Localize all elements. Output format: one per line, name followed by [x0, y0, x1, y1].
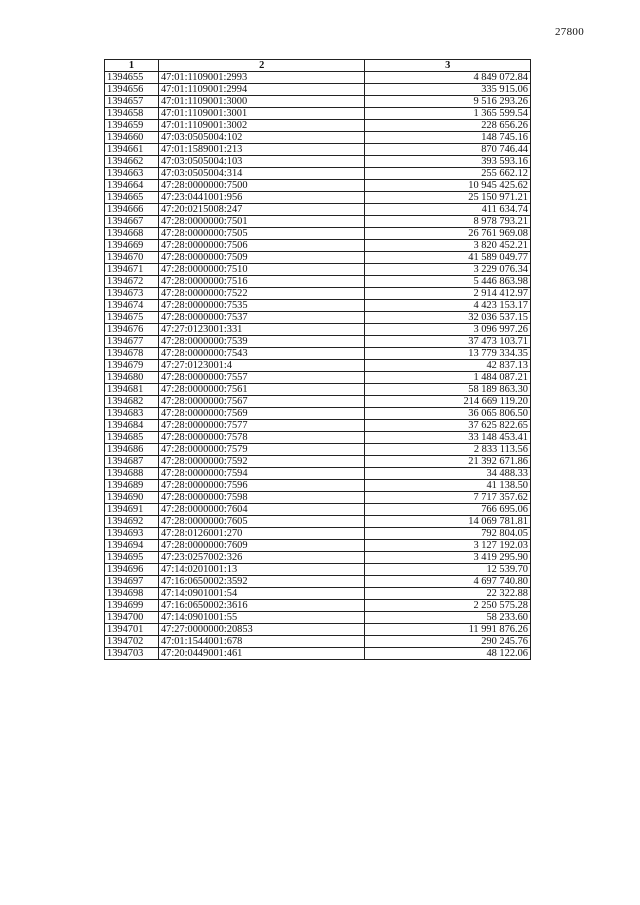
- table-row: [105, 192, 531, 204]
- row-id-cell: 1394660: [105, 132, 159, 144]
- row-id-cell: 1394683: [105, 408, 159, 420]
- cadastral-number-cell: 47:28:0000000:7500: [158, 180, 364, 192]
- value-cell: 2 833 113.56: [365, 444, 531, 456]
- row-id-cell: 1394679: [105, 360, 159, 372]
- table-row: [105, 648, 531, 660]
- table-row: [105, 408, 531, 420]
- value-cell: 870 746.44: [365, 144, 531, 156]
- cadastral-number-cell: 47:16:0650002:3592: [158, 576, 364, 588]
- table-row: [105, 576, 531, 588]
- value-cell: 41 138.50: [365, 480, 531, 492]
- cadastral-number-cell: 47:28:0000000:7598: [158, 492, 364, 504]
- table-row: [105, 240, 531, 252]
- table-row: [105, 300, 531, 312]
- data-table: [104, 59, 531, 660]
- row-id-cell: 1394662: [105, 156, 159, 168]
- row-id-cell: 1394688: [105, 468, 159, 480]
- table-row: [105, 360, 531, 372]
- cadastral-number-cell: 47:27:0123001:331: [158, 324, 364, 336]
- value-cell: 4 423 153.17: [365, 300, 531, 312]
- value-cell: 33 148 453.41: [365, 432, 531, 444]
- cadastral-number-cell: 47:01:1109001:2994: [158, 84, 364, 96]
- table-row: [105, 348, 531, 360]
- value-cell: 5 446 863.98: [365, 276, 531, 288]
- table-row: [105, 528, 531, 540]
- table-row: [105, 72, 531, 84]
- cadastral-number-cell: 47:03:0505004:103: [158, 156, 364, 168]
- page-number: 27800: [555, 26, 584, 38]
- table-row: [105, 324, 531, 336]
- row-id-cell: 1394671: [105, 264, 159, 276]
- cadastral-number-cell: 47:20:0449001:461: [158, 648, 364, 660]
- value-cell: 37 625 822.65: [365, 420, 531, 432]
- cadastral-number-cell: 47:01:1109001:3000: [158, 96, 364, 108]
- row-id-cell: 1394664: [105, 180, 159, 192]
- table-row: [105, 564, 531, 576]
- row-id-cell: 1394665: [105, 192, 159, 204]
- cadastral-number-cell: 47:28:0000000:7537: [158, 312, 364, 324]
- row-id-cell: 1394667: [105, 216, 159, 228]
- table-row: [105, 228, 531, 240]
- cadastral-number-cell: 47:28:0000000:7579: [158, 444, 364, 456]
- value-cell: 1 365 599.54: [365, 108, 531, 120]
- row-id-cell: 1394693: [105, 528, 159, 540]
- cadastral-number-cell: 47:28:0000000:7505: [158, 228, 364, 240]
- row-id-cell: 1394659: [105, 120, 159, 132]
- table-row: [105, 156, 531, 168]
- cadastral-number-cell: 47:28:0000000:7609: [158, 540, 364, 552]
- cadastral-number-cell: 47:28:0000000:7539: [158, 336, 364, 348]
- value-cell: 37 473 103.71: [365, 336, 531, 348]
- value-cell: 58 189 863.30: [365, 384, 531, 396]
- row-id-cell: 1394701: [105, 624, 159, 636]
- value-cell: 14 069 781.81: [365, 516, 531, 528]
- value-cell: 3 127 192.03: [365, 540, 531, 552]
- cadastral-number-cell: 47:01:1544001:678: [158, 636, 364, 648]
- row-id-cell: 1394692: [105, 516, 159, 528]
- row-id-cell: 1394689: [105, 480, 159, 492]
- table-row: [105, 540, 531, 552]
- row-id-cell: 1394680: [105, 372, 159, 384]
- value-cell: 214 669 119.20: [365, 396, 531, 408]
- table-row: [105, 372, 531, 384]
- cadastral-number-cell: 47:28:0126001:270: [158, 528, 364, 540]
- cadastral-number-cell: 47:27:0000000:20853: [158, 624, 364, 636]
- table-row: [105, 588, 531, 600]
- row-id-cell: 1394678: [105, 348, 159, 360]
- cadastral-number-cell: 47:23:0441001:956: [158, 192, 364, 204]
- value-cell: 21 392 671.86: [365, 456, 531, 468]
- table-row: [105, 420, 531, 432]
- table-row: [105, 492, 531, 504]
- table-row: [105, 336, 531, 348]
- table-row: [105, 264, 531, 276]
- cadastral-number-cell: 47:28:0000000:7604: [158, 504, 364, 516]
- table-row: [105, 84, 531, 96]
- value-cell: 8 978 793.21: [365, 216, 531, 228]
- cadastral-number-cell: 47:28:0000000:7506: [158, 240, 364, 252]
- table-row: [105, 288, 531, 300]
- row-id-cell: 1394656: [105, 84, 159, 96]
- column-header-2: 2: [158, 60, 364, 72]
- cadastral-number-cell: 47:28:0000000:7578: [158, 432, 364, 444]
- table-row: [105, 204, 531, 216]
- cadastral-number-cell: 47:03:0505004:314: [158, 168, 364, 180]
- row-id-cell: 1394675: [105, 312, 159, 324]
- row-id-cell: 1394690: [105, 492, 159, 504]
- value-cell: 22 322.88: [365, 588, 531, 600]
- table-row: [105, 480, 531, 492]
- table-row: [105, 144, 531, 156]
- cadastral-number-cell: 47:01:1109001:2993: [158, 72, 364, 84]
- cadastral-number-cell: 47:01:1109001:3002: [158, 120, 364, 132]
- row-id-cell: 1394697: [105, 576, 159, 588]
- cadastral-number-cell: 47:28:0000000:7561: [158, 384, 364, 396]
- cadastral-number-cell: 47:20:0215008:247: [158, 204, 364, 216]
- cadastral-number-cell: 47:28:0000000:7594: [158, 468, 364, 480]
- row-id-cell: 1394687: [105, 456, 159, 468]
- row-id-cell: 1394663: [105, 168, 159, 180]
- row-id-cell: 1394674: [105, 300, 159, 312]
- table-body: [105, 72, 531, 660]
- cadastral-number-cell: 47:27:0123001:4: [158, 360, 364, 372]
- value-cell: 32 036 537.15: [365, 312, 531, 324]
- value-cell: 58 233.60: [365, 612, 531, 624]
- column-header-3: 3: [365, 60, 531, 72]
- row-id-cell: 1394703: [105, 648, 159, 660]
- cadastral-number-cell: 47:01:1109001:3001: [158, 108, 364, 120]
- value-cell: 12 539.70: [365, 564, 531, 576]
- cadastral-number-cell: 47:28:0000000:7535: [158, 300, 364, 312]
- table-row: [105, 612, 531, 624]
- value-cell: 255 662.12: [365, 168, 531, 180]
- row-id-cell: 1394686: [105, 444, 159, 456]
- cadastral-number-cell: 47:28:0000000:7510: [158, 264, 364, 276]
- cadastral-number-cell: 47:14:0901001:55: [158, 612, 364, 624]
- value-cell: 48 122.06: [365, 648, 531, 660]
- row-id-cell: 1394655: [105, 72, 159, 84]
- value-cell: 25 150 971.21: [365, 192, 531, 204]
- table-header-row: [105, 60, 531, 72]
- cadastral-number-cell: 47:28:0000000:7516: [158, 276, 364, 288]
- cadastral-number-cell: 47:28:0000000:7557: [158, 372, 364, 384]
- value-cell: 3 229 076.34: [365, 264, 531, 276]
- value-cell: 3 096 997.26: [365, 324, 531, 336]
- table-row: [105, 384, 531, 396]
- value-cell: 10 945 425.62: [365, 180, 531, 192]
- value-cell: 42 837.13: [365, 360, 531, 372]
- value-cell: 1 484 087.21: [365, 372, 531, 384]
- value-cell: 335 915.06: [365, 84, 531, 96]
- row-id-cell: 1394700: [105, 612, 159, 624]
- cadastral-number-cell: 47:16:0650002:3616: [158, 600, 364, 612]
- value-cell: 4 697 740.80: [365, 576, 531, 588]
- row-id-cell: 1394661: [105, 144, 159, 156]
- table-row: [105, 624, 531, 636]
- row-id-cell: 1394682: [105, 396, 159, 408]
- row-id-cell: 1394698: [105, 588, 159, 600]
- table-row: [105, 456, 531, 468]
- row-id-cell: 1394676: [105, 324, 159, 336]
- value-cell: 41 589 049.77: [365, 252, 531, 264]
- table-row: [105, 432, 531, 444]
- row-id-cell: 1394691: [105, 504, 159, 516]
- value-cell: 11 991 876.26: [365, 624, 531, 636]
- table-row: [105, 312, 531, 324]
- cadastral-number-cell: 47:28:0000000:7543: [158, 348, 364, 360]
- value-cell: 228 656.26: [365, 120, 531, 132]
- cadastral-number-cell: 47:28:0000000:7592: [158, 456, 364, 468]
- row-id-cell: 1394657: [105, 96, 159, 108]
- cadastral-number-cell: 47:03:0505004:102: [158, 132, 364, 144]
- value-cell: 2 250 575.28: [365, 600, 531, 612]
- row-id-cell: 1394696: [105, 564, 159, 576]
- table-row: [105, 96, 531, 108]
- cadastral-number-cell: 47:28:0000000:7577: [158, 420, 364, 432]
- value-cell: 411 634.74: [365, 204, 531, 216]
- row-id-cell: 1394670: [105, 252, 159, 264]
- value-cell: 9 516 293.26: [365, 96, 531, 108]
- cadastral-number-cell: 47:28:0000000:7605: [158, 516, 364, 528]
- row-id-cell: 1394695: [105, 552, 159, 564]
- value-cell: 393 593.16: [365, 156, 531, 168]
- table-row: [105, 216, 531, 228]
- row-id-cell: 1394677: [105, 336, 159, 348]
- row-id-cell: 1394669: [105, 240, 159, 252]
- cadastral-number-cell: 47:01:1589001:213: [158, 144, 364, 156]
- cadastral-number-cell: 47:28:0000000:7501: [158, 216, 364, 228]
- table-row: [105, 276, 531, 288]
- table-row: [105, 168, 531, 180]
- value-cell: 3 419 295.90: [365, 552, 531, 564]
- column-header-1: 1: [105, 60, 159, 72]
- row-id-cell: 1394672: [105, 276, 159, 288]
- row-id-cell: 1394702: [105, 636, 159, 648]
- cadastral-number-cell: 47:28:0000000:7567: [158, 396, 364, 408]
- cadastral-number-cell: 47:23:0257002:326: [158, 552, 364, 564]
- table-row: [105, 516, 531, 528]
- value-cell: 148 745.16: [365, 132, 531, 144]
- row-id-cell: 1394699: [105, 600, 159, 612]
- table-row: [105, 180, 531, 192]
- cadastral-number-cell: 47:28:0000000:7522: [158, 288, 364, 300]
- value-cell: 766 695.06: [365, 504, 531, 516]
- value-cell: 792 804.05: [365, 528, 531, 540]
- row-id-cell: 1394668: [105, 228, 159, 240]
- table-row: [105, 468, 531, 480]
- value-cell: 36 065 806.50: [365, 408, 531, 420]
- cadastral-number-cell: 47:28:0000000:7596: [158, 480, 364, 492]
- table-row: [105, 108, 531, 120]
- value-cell: 13 779 334.35: [365, 348, 531, 360]
- value-cell: 7 717 357.62: [365, 492, 531, 504]
- value-cell: 2 914 412.97: [365, 288, 531, 300]
- row-id-cell: 1394685: [105, 432, 159, 444]
- value-cell: 4 849 072.84: [365, 72, 531, 84]
- table-row: [105, 552, 531, 564]
- value-cell: 34 488.33: [365, 468, 531, 480]
- table-row: [105, 600, 531, 612]
- row-id-cell: 1394684: [105, 420, 159, 432]
- value-cell: 290 245.76: [365, 636, 531, 648]
- value-cell: 26 761 969.08: [365, 228, 531, 240]
- cadastral-number-cell: 47:14:0901001:54: [158, 588, 364, 600]
- cadastral-number-cell: 47:28:0000000:7569: [158, 408, 364, 420]
- cadastral-number-cell: 47:28:0000000:7509: [158, 252, 364, 264]
- table-row: [105, 252, 531, 264]
- table-row: [105, 396, 531, 408]
- row-id-cell: 1394658: [105, 108, 159, 120]
- table-row: [105, 444, 531, 456]
- row-id-cell: 1394673: [105, 288, 159, 300]
- table-row: [105, 504, 531, 516]
- table-row: [105, 636, 531, 648]
- row-id-cell: 1394694: [105, 540, 159, 552]
- row-id-cell: 1394681: [105, 384, 159, 396]
- table-row: [105, 120, 531, 132]
- value-cell: 3 820 452.21: [365, 240, 531, 252]
- table-row: [105, 132, 531, 144]
- row-id-cell: 1394666: [105, 204, 159, 216]
- cadastral-number-cell: 47:14:0201001:13: [158, 564, 364, 576]
